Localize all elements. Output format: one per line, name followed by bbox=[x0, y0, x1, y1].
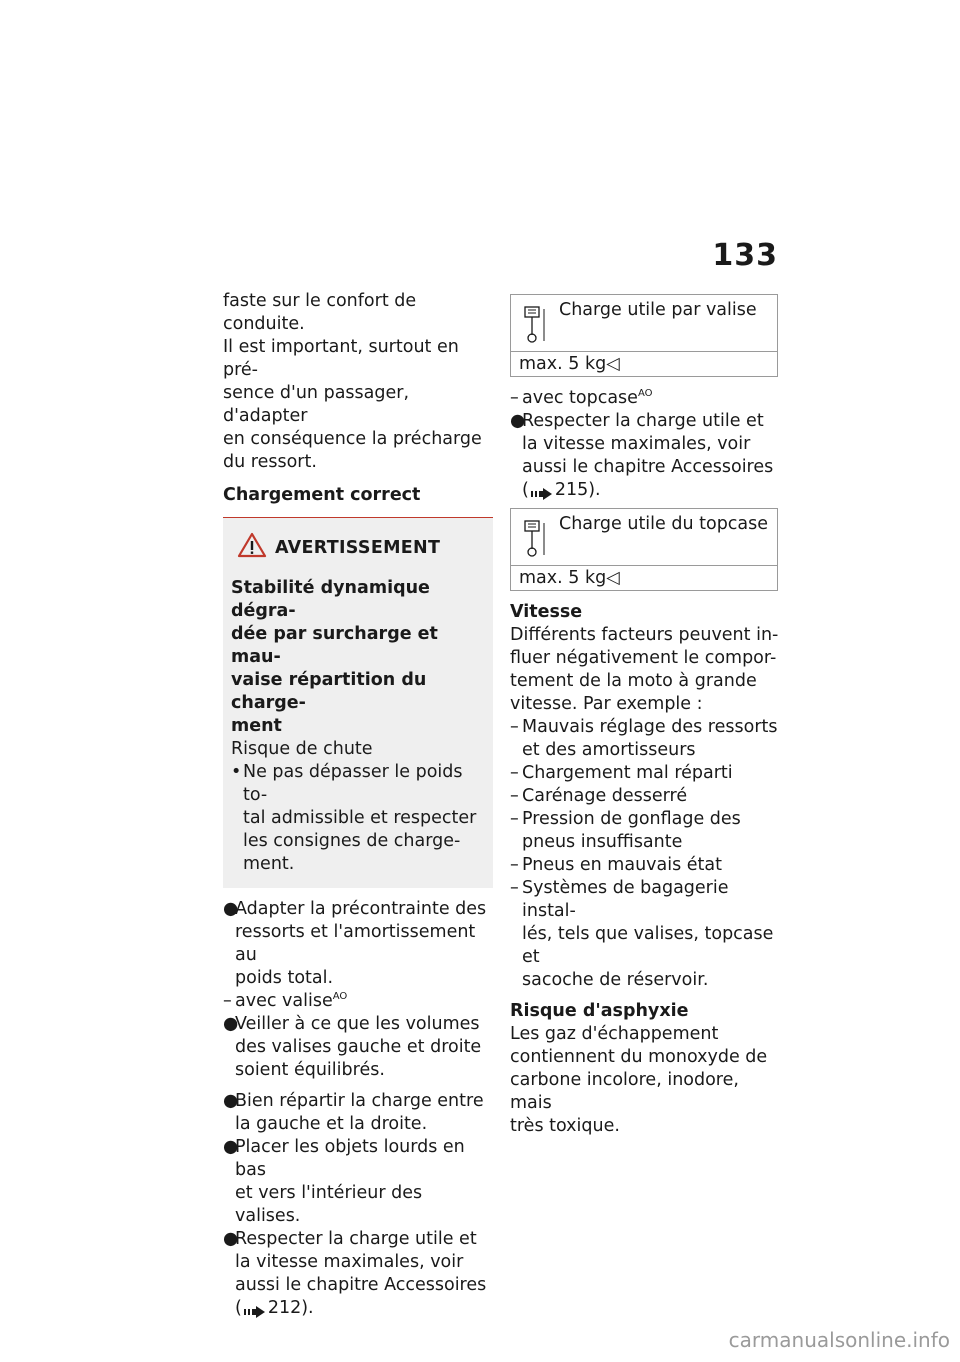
list-item: ● Respecter la charge utile et la vitesse maximales, voir aussi le chapitre Accessoires ( 215). bbox=[510, 411, 774, 500]
asphyxia-text: Les gaz d'échappement contiennent du monoxyde de carbone incolore, inodore, mais très toxique. bbox=[510, 1024, 768, 1136]
load-weight-icon bbox=[511, 295, 559, 351]
load-table bbox=[510, 508, 778, 591]
list-item: ● Bien répartir la charge entre la gauche et la droite. bbox=[223, 1091, 484, 1134]
left-column bbox=[223, 290, 493, 1320]
page-number: 133 bbox=[712, 238, 778, 273]
list-item: ● Placer les objets lourds en bas et vers l'intérieur des valises. bbox=[223, 1137, 465, 1226]
load-value: max. 5 kg◁ bbox=[519, 568, 620, 588]
warning-box bbox=[223, 517, 493, 888]
factor-item: – Systèmes de bagagerie instal- lés, tels que valises, topcase et sacoche de réservoir. bbox=[510, 878, 774, 990]
page-reference-arrow-icon bbox=[244, 1302, 266, 1314]
sub-condition: – avec valise$^{AO}$ bbox=[223, 991, 348, 1011]
intro-paragraph: faste sur le confort de conduite. Il est important, surtout en pré- sence d'un passager, d'adapter en conséquence la précharge du ressort. bbox=[223, 291, 482, 472]
page-reference[interactable]: 212). bbox=[267, 1298, 314, 1318]
load-title: Charge utile du topcase bbox=[559, 514, 769, 534]
list-item: ● Veiller à ce que les volumes des valises gauche et droite soient équilibrés. bbox=[223, 1014, 482, 1080]
load-weight-icon bbox=[511, 509, 559, 565]
load-table bbox=[510, 294, 778, 377]
warning-triangle-icon bbox=[237, 532, 267, 565]
page-reference-arrow-icon bbox=[531, 484, 553, 496]
speed-text: Différents facteurs peuvent in- fluer négativement le compor- tement de la moto à grande vitesse. Par exemple : bbox=[510, 625, 779, 714]
load-value: max. 5 kg◁ bbox=[519, 354, 620, 374]
warning-label: AVERTISSEMENT bbox=[275, 538, 441, 558]
page-reference[interactable]: 215). bbox=[554, 480, 601, 500]
section-title: Chargement correct bbox=[223, 485, 421, 505]
sub-condition: – avec topcase$^{AO}$ bbox=[510, 388, 653, 408]
warning-risk: Risque de chute bbox=[231, 739, 373, 759]
factor-item: – Chargement mal réparti bbox=[510, 763, 733, 783]
list-item: ● Adapter la précontrainte des ressorts et l'amortissement au poids total. bbox=[223, 899, 487, 988]
right-column bbox=[510, 294, 780, 1138]
watermark: carmanualsonline.info bbox=[728, 1328, 950, 1352]
load-title: Charge utile par valise bbox=[559, 300, 757, 320]
factor-item: – Pneus en mauvais état bbox=[510, 855, 722, 875]
warning-bullet: • Ne pas dépasser le poids to- tal admissible et respecter les consignes de charge- ment. bbox=[231, 762, 477, 874]
warning-heading: Stabilité dynamique dégra- dée par surcharge et mau- vaise répartition du charge- ment bbox=[231, 578, 438, 736]
factor-item: – Pression de gonflage des pneus insuffisante bbox=[510, 809, 741, 852]
factor-item: – Mauvais réglage des ressorts et des amortisseurs bbox=[510, 717, 778, 760]
asphyxia-title: Risque d'asphyxie bbox=[510, 1001, 689, 1021]
list-item: ● Respecter la charge utile et la vitesse maximales, voir aussi le chapitre Accessoires ( 212). bbox=[223, 1229, 487, 1318]
speed-title: Vitesse bbox=[510, 602, 583, 622]
factor-item: – Carénage desserré bbox=[510, 786, 688, 806]
